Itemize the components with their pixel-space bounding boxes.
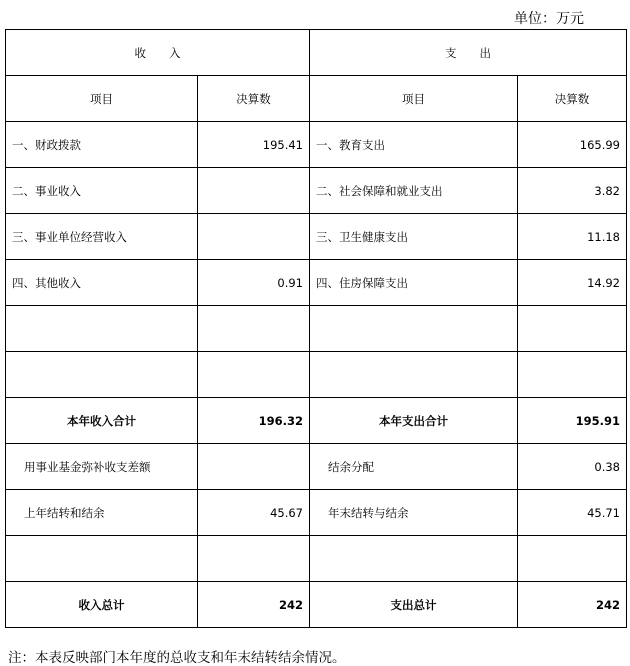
expense-amount: 3.82	[518, 168, 627, 214]
table-row	[6, 214, 627, 260]
expense-amount: 0.38	[518, 444, 627, 490]
expense-amount: 45.71	[518, 490, 627, 536]
expense-item: 四、住房保障支出	[310, 260, 518, 306]
income-subtotal-amount: 196.32	[198, 398, 310, 444]
expense-amount: 11.18	[518, 214, 627, 260]
expense-item: 二、社会保障和就业支出	[310, 168, 518, 214]
expense-subtotal-label: 本年支出合计	[310, 398, 518, 444]
income-amount: 0.91	[198, 260, 310, 306]
table-row	[6, 490, 627, 536]
income-item: 三、事业单位经营收入	[6, 214, 198, 260]
table-row	[6, 122, 627, 168]
expense-item-header: 项目	[310, 76, 518, 122]
expense-item: 一、教育支出	[310, 122, 518, 168]
table-note: 注：本表反映部门本年度的总收支和年末结转结余情况。	[8, 650, 346, 666]
table-row	[6, 260, 627, 306]
expense-item: 年末结转与结余	[310, 490, 518, 536]
table-row	[6, 444, 627, 490]
subtotal-row	[6, 398, 627, 444]
income-item: 一、财政拨款	[6, 122, 198, 168]
table-row	[6, 168, 627, 214]
income-item: 用事业基金弥补收支差额	[6, 444, 198, 490]
expense-amount: 165.99	[518, 122, 627, 168]
income-expense-table	[5, 29, 627, 628]
income-section-header: 收 入	[6, 30, 310, 76]
income-subtotal-label: 本年收入合计	[6, 398, 198, 444]
empty-row	[6, 352, 627, 398]
expense-subtotal-amount: 195.91	[518, 398, 627, 444]
expense-item: 结余分配	[310, 444, 518, 490]
income-amount-header: 决算数	[198, 76, 310, 122]
expense-total-label: 支出总计	[310, 582, 518, 628]
income-item: 二、事业收入	[6, 168, 198, 214]
income-item: 上年结转和结余	[6, 490, 198, 536]
income-amount	[198, 214, 310, 260]
income-item-header: 项目	[6, 76, 198, 122]
expense-total-amount: 242	[518, 582, 627, 628]
income-amount: 195.41	[198, 122, 310, 168]
empty-row	[6, 536, 627, 582]
income-item: 四、其他收入	[6, 260, 198, 306]
income-total-amount: 242	[198, 582, 310, 628]
income-total-label: 收入总计	[6, 582, 198, 628]
section-header-row	[6, 30, 627, 76]
empty-row	[6, 306, 627, 352]
expense-section-header: 支 出	[310, 30, 627, 76]
income-amount	[198, 444, 310, 490]
expense-item: 三、卫生健康支出	[310, 214, 518, 260]
expense-amount: 14.92	[518, 260, 627, 306]
total-row	[6, 582, 627, 628]
column-header-row	[6, 76, 627, 122]
expense-amount-header: 决算数	[518, 76, 627, 122]
income-amount: 45.67	[198, 490, 310, 536]
income-amount	[198, 168, 310, 214]
unit-label: 单位：万元	[514, 11, 584, 27]
